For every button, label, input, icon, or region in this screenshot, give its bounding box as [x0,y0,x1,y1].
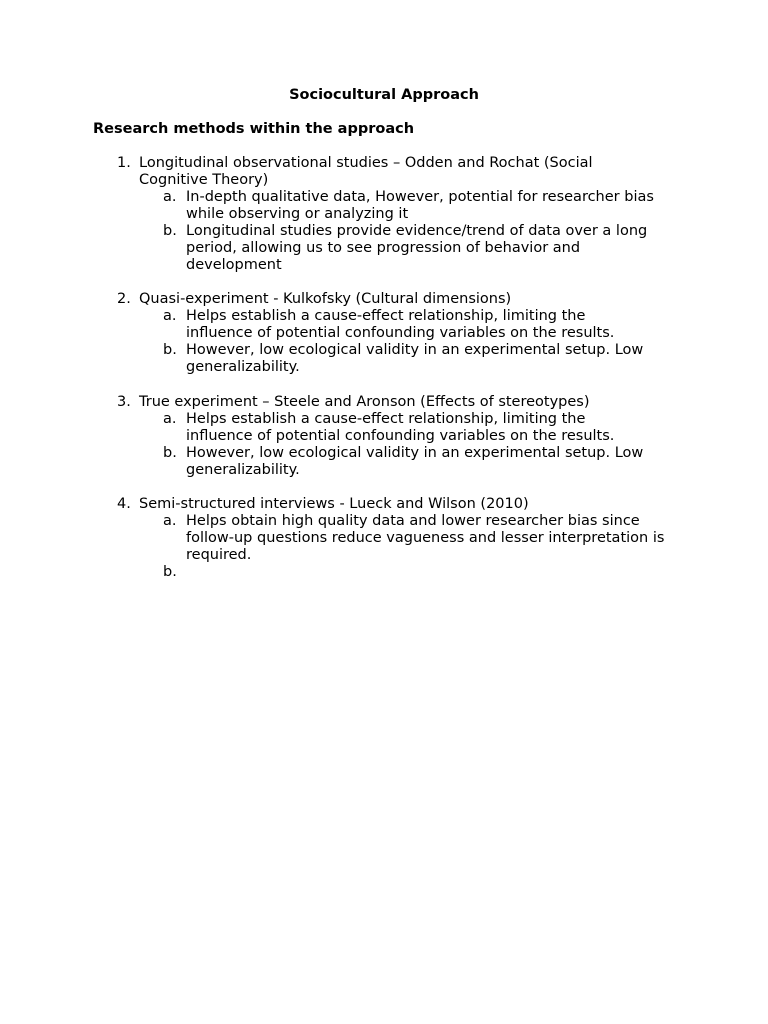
section-heading: Research methods within the approach [93,121,415,137]
sub-item-text: Helps establish a cause-effect relationship, limiting the influence of potential confounding variables on the results. [186,308,615,341]
list-item-main [93,496,693,513]
sub-item-4b [93,564,693,581]
sub-item-letter: b. [163,223,177,239]
list-item-text: Semi-structured interviews - Lueck and Wilson (2010) [139,496,529,512]
sub-item-4a [93,513,693,564]
list-item-text: Quasi-experiment - Kulkofsky (Cultural dimensions) [139,291,512,307]
sub-item-letter: a. [163,411,177,427]
list-item-1 [93,155,693,274]
list-item-text: True experiment – Steele and Aronson (Effects of stereotypes) [139,394,590,410]
list-item-4 [93,496,693,581]
sub-item-3a [93,411,693,445]
sub-item-1b [93,223,693,274]
sub-item-text: Helps obtain high quality data and lower researcher bias since follow-up questions reduce vagueness and lesser interpretation is required. [186,513,665,563]
list-item-3 [93,394,693,479]
sub-item-letter: a. [163,513,177,529]
sub-item-text: However, low ecological validity in an experimental setup. Low generalizability. [186,342,644,375]
list-item-number: 4. [117,496,131,512]
sub-item-letter: a. [163,308,177,324]
sub-item-text: In-depth qualitative data, However, potential for researcher bias while observing or analyzing it [186,189,654,222]
sub-item-letter: b. [163,564,177,580]
list-item-number: 2. [117,291,131,307]
sub-item-3b [93,445,693,479]
list-item-main [93,394,693,411]
list-item-number: 1. [117,155,131,171]
sub-item-2a [93,308,693,342]
sub-item-text: Longitudinal studies provide evidence/trend of data over a long period, allowing us to see progression of behavior and development [186,223,648,273]
list-item-main [93,155,693,189]
list-item-text: Longitudinal observational studies – Odden and Rochat (Social Cognitive Theory) [139,155,593,188]
list-item-main [93,291,693,308]
list-item-2 [93,291,693,376]
sub-item-text: However, low ecological validity in an experimental setup. Low generalizability. [186,445,644,478]
document-title: Sociocultural Approach [289,87,479,103]
list-item-number: 3. [117,394,131,410]
sub-item-letter: b. [163,342,177,358]
sub-item-letter: b. [163,445,177,461]
sub-item-2b [93,342,693,376]
sub-item-text: Helps establish a cause-effect relationship, limiting the influence of potential confounding variables on the results. [186,411,615,444]
sub-item-letter: a. [163,189,177,205]
sub-item-1a [93,189,693,223]
